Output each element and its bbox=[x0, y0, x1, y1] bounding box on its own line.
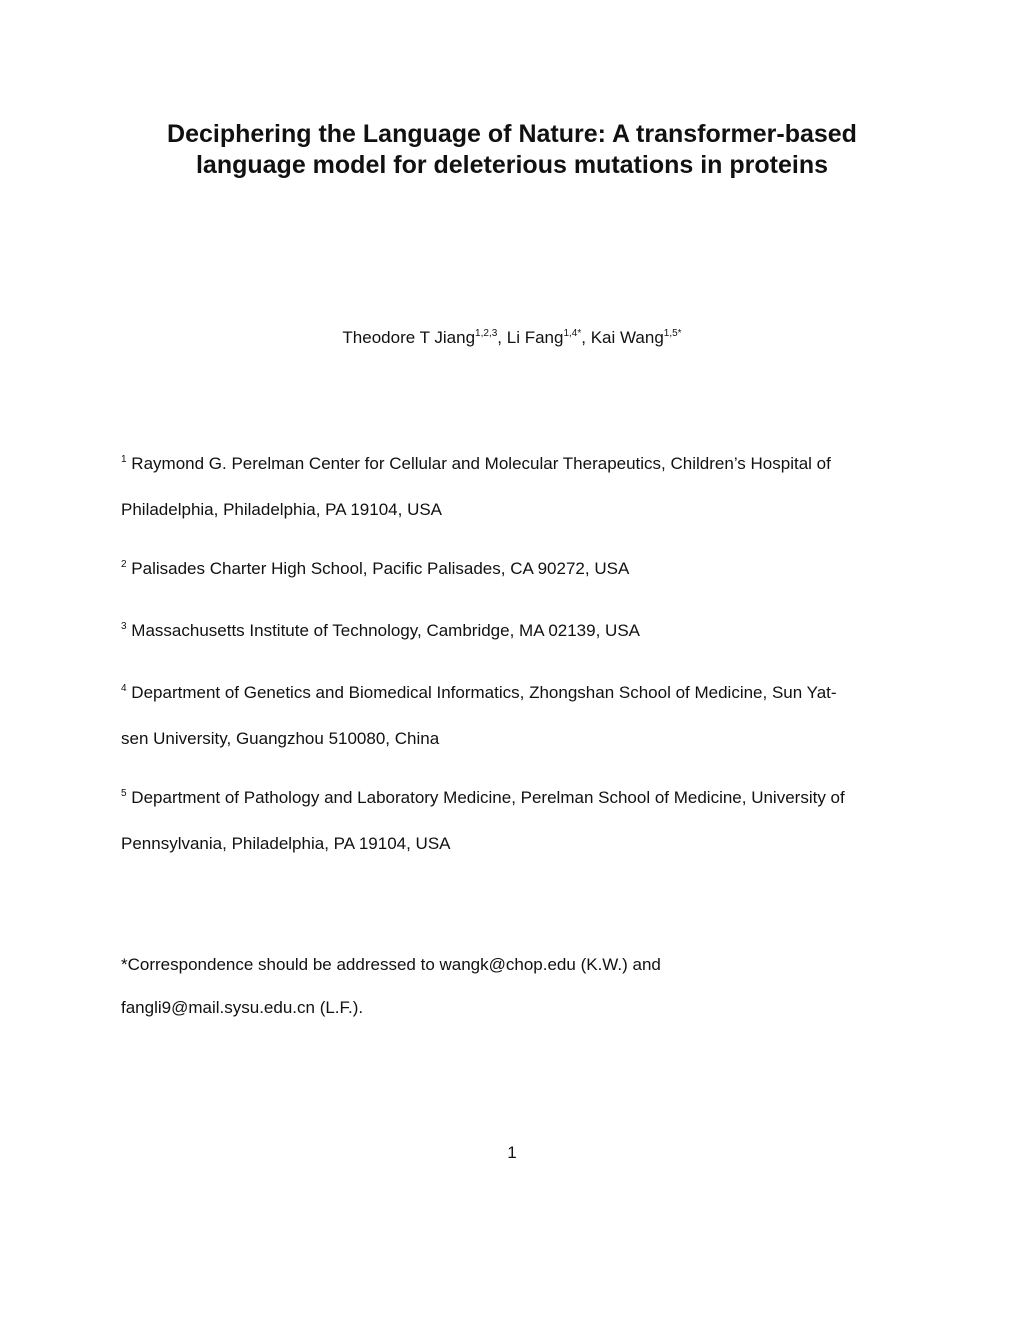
affiliation-line bbox=[121, 776, 911, 822]
affiliation-number: 5 bbox=[121, 788, 127, 799]
affiliation-line: Pennsylvania, Philadelphia, PA 19104, USA bbox=[121, 834, 451, 853]
affiliation-number: 1 bbox=[121, 454, 127, 465]
affiliation-4 bbox=[121, 671, 911, 760]
paper-title bbox=[0, 119, 1024, 181]
affiliation-number: 4 bbox=[121, 683, 127, 694]
affiliation-text: Department of Pathology and Laboratory Medicine, Perelman School of Medicine, University of bbox=[131, 788, 845, 807]
affiliation-number: 3 bbox=[121, 621, 127, 632]
affiliation-text: Massachusetts Institute of Technology, Cambridge, MA 02139, USA bbox=[131, 621, 640, 640]
affiliation-3 bbox=[121, 609, 911, 655]
title-line-1: Deciphering the Language of Nature: A transformer-based bbox=[167, 120, 857, 148]
affiliation-text: Palisades Charter High School, Pacific Palisades, CA 90272, USA bbox=[131, 559, 630, 578]
correspondence-note bbox=[121, 943, 911, 1029]
author-affiliation-marker: 1,4* bbox=[563, 328, 582, 339]
affiliation-text: Raymond G. Perelman Center for Cellular and Molecular Therapeutics, Children’s Hospital of bbox=[131, 454, 831, 473]
affiliation-line bbox=[121, 442, 911, 488]
affiliation-line: Philadelphia, Philadelphia, PA 19104, USA bbox=[121, 500, 443, 519]
affiliation-1 bbox=[121, 442, 911, 531]
affiliation-2 bbox=[121, 547, 911, 593]
affiliation-line: sen University, Guangzhou 510080, China bbox=[121, 729, 440, 748]
author-separator: , bbox=[581, 328, 591, 347]
affiliation-5 bbox=[121, 776, 911, 865]
author-separator: , bbox=[497, 328, 507, 347]
affiliation-number: 2 bbox=[121, 559, 127, 570]
author-name: Kai Wang bbox=[590, 328, 664, 347]
title-line-2: language model for deleterious mutations in proteins bbox=[195, 151, 829, 179]
affiliation-line bbox=[121, 671, 911, 717]
author-affiliation-marker: 1,2,3 bbox=[475, 328, 498, 339]
author-name: Theodore T Jiang bbox=[342, 328, 476, 347]
author-name: Li Fang bbox=[506, 328, 564, 347]
author-list bbox=[0, 326, 1024, 353]
correspondence-line: fangli9@mail.sysu.edu.cn (L.F.). bbox=[121, 998, 364, 1017]
affiliation-line bbox=[121, 609, 911, 655]
correspondence-line: *Correspondence should be addressed to wangk@chop.edu (K.W.) and bbox=[121, 955, 661, 974]
page-number: 1 bbox=[507, 1143, 517, 1162]
author-affiliation-marker: 1,5* bbox=[663, 328, 682, 339]
affiliation-text: Department of Genetics and Biomedical Informatics, Zhongshan School of Medicine, Sun Yat- bbox=[131, 683, 837, 702]
affiliation-line bbox=[121, 547, 911, 593]
